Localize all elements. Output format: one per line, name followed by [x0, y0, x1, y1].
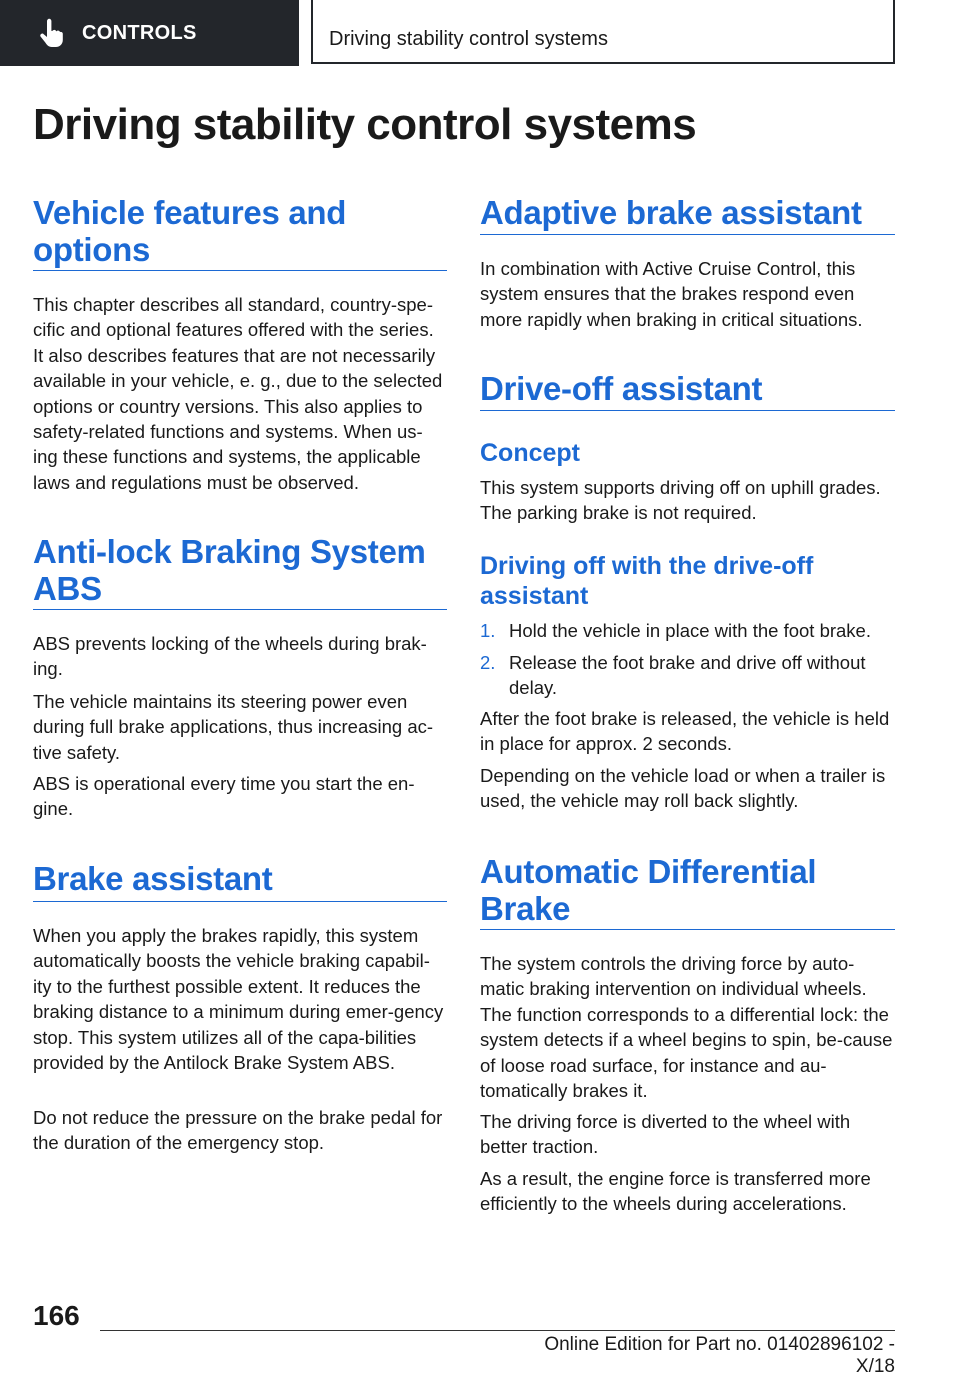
heading-rule — [33, 901, 447, 902]
paragraph-adaptive-brake: In combination with Active Cruise Control, this system ensures that the brakes respond even more rapidly when braking in critical situations. — [480, 258, 863, 330]
paragraph-abs-3: ABS is operational every time you start the en-gine. — [33, 773, 415, 820]
paragraph-differential-3: As a result, the engine force is transferred more efficiently to the wheels during accelerations. — [480, 1168, 871, 1215]
heading-rule — [480, 234, 895, 235]
chapter-title-box — [311, 0, 895, 64]
subheading-driving-off: Driving off with the drive-off assistant — [480, 552, 814, 610]
heading-drive-off: Drive-off assistant — [480, 370, 763, 407]
heading-brake-assistant: Brake assistant — [33, 860, 273, 897]
footer-rule — [100, 1330, 895, 1331]
subheading-concept: Concept — [480, 439, 580, 467]
page-title: Driving stability control systems — [33, 100, 697, 149]
list-number: 2. — [480, 652, 496, 673]
hand-pointer-icon — [38, 18, 64, 48]
heading-rule — [480, 410, 895, 411]
paragraph-differential-2: The driving force is diverted to the wheel with better traction. — [480, 1111, 851, 1158]
paragraph-concept: This system supports driving off on uphill grades. The parking brake is not required. — [480, 477, 881, 524]
paragraph-abs-1: ABS prevents locking of the wheels during brak-ing. — [33, 633, 427, 680]
heading-abs: Anti-lock Braking System ABS — [33, 533, 426, 607]
list-item — [480, 618, 895, 644]
footer-edition: Online Edition for Part no. 01402896102 - X/18 — [544, 1334, 895, 1377]
paragraph-brake-assistant-1: When you apply the brakes rapidly, this system automatically boosts the vehicle braking capabil-ity to the furthest possible extent. It reduces the braking distance to a minimum during emer-gency stop. This system utilizes all of the capa-bilities provided by the Antilock Brake System ABS. — [33, 925, 444, 1074]
section-label: CONTROLS — [82, 21, 197, 44]
section-tab — [0, 0, 299, 66]
heading-adaptive-brake: Adaptive brake assistant — [480, 194, 862, 231]
page-number: 166 — [33, 1300, 80, 1331]
list-text: Hold the vehicle in place with the foot brake. — [509, 620, 871, 641]
paragraph-drive-off-2: After the foot brake is released, the vehicle is held in place for approx. 2 seconds. — [480, 708, 890, 755]
heading-rule — [33, 270, 447, 271]
list-item — [480, 650, 895, 702]
heading-rule — [33, 609, 447, 610]
list-number: 1. — [480, 620, 496, 641]
list-text: Release the foot brake and drive off without delay. — [509, 652, 866, 699]
paragraph-vehicle-features: This chapter describes all standard, country-spe-cific and optional features offered with the series. It also describes features that are not necessarily available in your vehicle, e. g., due to the selected options or country versions. This also applies to safety-related functions and systems. When us-ing these functions and systems, the applicable laws and regulations must be observed. — [33, 294, 443, 493]
paragraph-differential-1: The system controls the driving force by auto-matic braking intervention on individual wheels. The function corresponds to a differential lock: the system detects if a wheel begins to spin, be-cause of loose road surface, for instance and au-tomatically brakes it. — [480, 953, 893, 1102]
heading-differential-brake: Automatic Differential Brake — [480, 853, 817, 927]
heading-rule — [480, 929, 895, 930]
heading-vehicle-features: Vehicle features and options — [33, 194, 347, 268]
chapter-title: Driving stability control systems — [329, 28, 608, 50]
paragraph-drive-off-3: Depending on the vehicle load or when a trailer is used, the vehicle may roll back slightly. — [480, 765, 886, 812]
paragraph-brake-assistant-2: Do not reduce the pressure on the brake pedal for the duration of the emergency stop. — [33, 1107, 443, 1154]
paragraph-abs-2: The vehicle maintains its steering power even during full brake applications, thus increasing ac-tive safety. — [33, 691, 434, 763]
